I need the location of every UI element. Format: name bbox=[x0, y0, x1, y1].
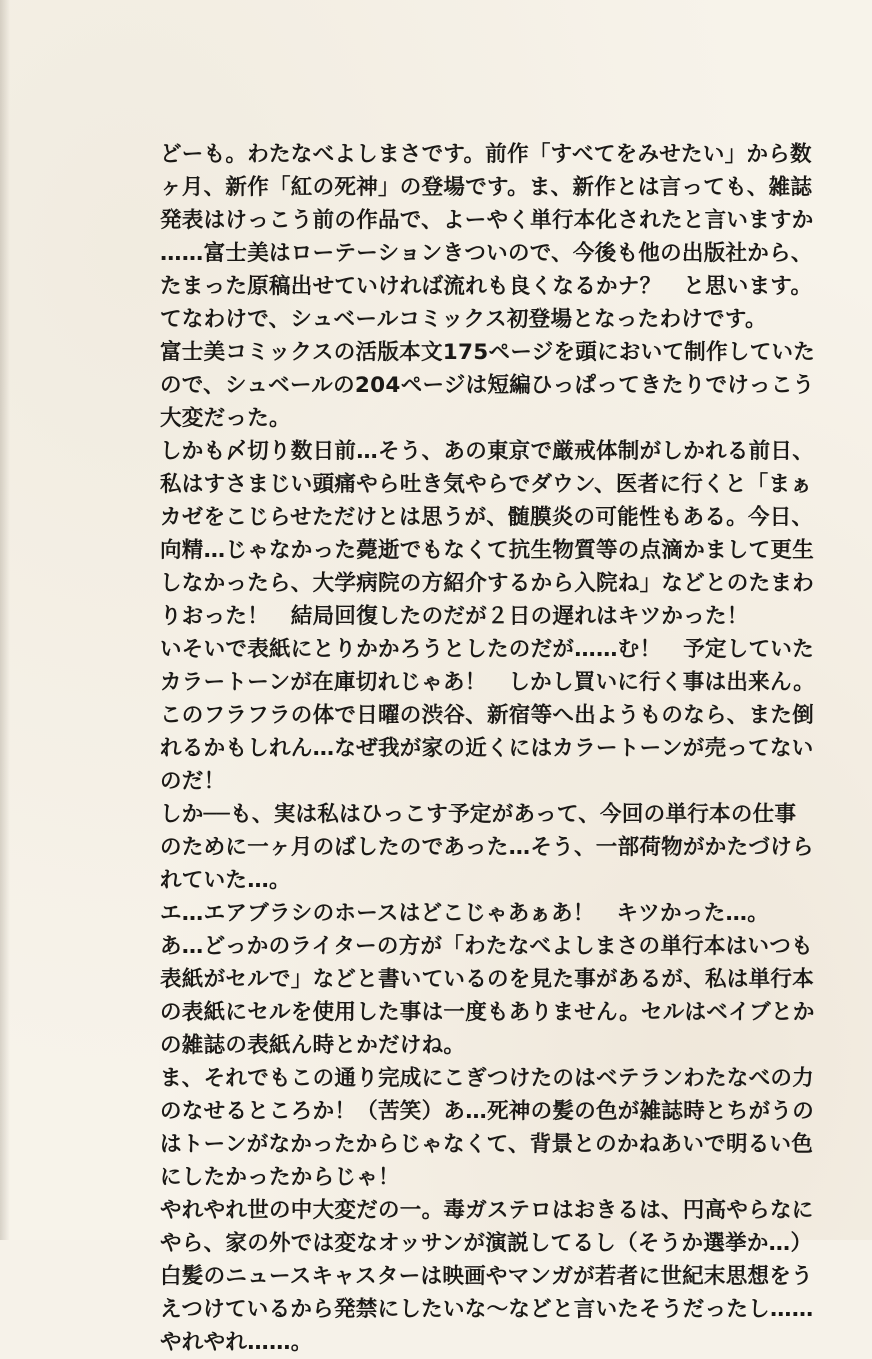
text-line: のために一ヶ月のばしたのであった…そう、一部荷物がかたづけら bbox=[160, 835, 814, 860]
text-line: れるかもしれん…なぜ我が家の近くにはカラートーンが売ってない bbox=[160, 736, 814, 761]
text-line: はトーンがなかったからじゃなくて、背景とのかねあいで明るい色 bbox=[160, 1132, 814, 1157]
text-line: 大変だった。 bbox=[160, 406, 291, 431]
text-line: やれやれ世の中大変だの一。毒ガステロはおきるは、円高やらなに bbox=[160, 1198, 814, 1223]
text-line: どーも。わたなべよしまさです。前作「すべてをみせたい」から数 bbox=[160, 142, 812, 167]
text-line: の雑誌の表紙ん時とかだけね。 bbox=[160, 1033, 466, 1058]
text-line: カラートーンが在庫切れじゃあ！ しかし買いに行く事は出来ん。 bbox=[160, 670, 815, 695]
afterword-text bbox=[160, 138, 816, 1359]
text-line: 富士美コミックスの活版本文175ページを頭において制作していた bbox=[160, 340, 816, 365]
text-line: 向精…じゃなかった薨逝でもなくて抗生物質等の点滴かまして更生 bbox=[160, 538, 815, 563]
text-line: ヶ月、新作「紅の死神」の登場です。ま、新作とは言っても、雑誌 bbox=[160, 175, 813, 200]
text-line: しか──も、実は私はひっこす予定があって、今回の単行本の仕事 bbox=[160, 802, 797, 827]
text-line: えつけているから発禁にしたいな～などと言いたそうだったし…… bbox=[160, 1297, 814, 1322]
text-line: エ…エアブラシのホースはどこじゃあぁあ！ キツかった…。 bbox=[160, 901, 770, 926]
text-line: いそいで表紙にとりかかろうとしたのだが……む！ 予定していた bbox=[160, 637, 815, 662]
text-line: にしたかったからじゃ！ bbox=[160, 1165, 400, 1190]
text-line: しかも〆切り数日前…そう、あの東京で厳戒体制がしかれる前日、 bbox=[160, 439, 815, 464]
text-line: やれやれ……。 bbox=[160, 1330, 313, 1355]
text-line: 表紙がセルで」などと書いているのを見た事があるが、私は単行本 bbox=[160, 967, 815, 992]
text-line: ので、シュベールの204ページは短編ひっぱってきたりでけっこう bbox=[160, 373, 815, 398]
text-line: カゼをこじらせただけとは思うが、髄膜炎の可能性もある。今日、 bbox=[160, 505, 814, 530]
text-line: 発表はけっこう前の作品で、よーやく単行本化されたと言いますか bbox=[160, 208, 814, 233]
text-line: あ…どっかのライターの方が「わたなべよしまさの単行本はいつも bbox=[160, 934, 813, 959]
text-line: しなかったら、大学病院の方紹介するから入院ね」などとのたまわ bbox=[160, 571, 815, 596]
text-line: やら、家の外では変なオッサンが演説してるし（そうか選挙か…） bbox=[160, 1231, 813, 1256]
text-line: ……富士美はローテーションきついので、今後も他の出版社から、 bbox=[160, 241, 813, 266]
text-line: のだ！ bbox=[160, 769, 226, 794]
text-line: の表紙にセルを使用した事は一度もありません。セルはベイブとか bbox=[160, 1000, 815, 1025]
text-line: のなせるところか！（苦笑）あ…死神の髪の色が雑誌時とちがうの bbox=[160, 1099, 815, 1124]
text-line: 私はすさまじい頭痛やら吐き気やらでダウン、医者に行くと「まぁ bbox=[160, 472, 813, 497]
page-edge-shadow bbox=[0, 0, 10, 1240]
text-line: ま、それでもこの通り完成にこぎつけたのはベテランわたなべの力 bbox=[160, 1066, 815, 1091]
text-line: てなわけで、シュベールコミックス初登場となったわけです。 bbox=[160, 307, 767, 332]
text-line: たまった原稿出せていければ流れも良くなるかナ？ と思います。 bbox=[160, 274, 813, 299]
text-line: このフラフラの体で日曜の渋谷、新宿等へ出ようものなら、また倒 bbox=[160, 703, 815, 728]
text-line: りおった！ 結局回復したのだが２日の遅れはキツかった！ bbox=[160, 604, 749, 629]
text-line: れていた…。 bbox=[160, 868, 291, 893]
text-line: 白髪のニュースキャスターは映画やマンガが若者に世紀末思想をう bbox=[160, 1264, 813, 1289]
